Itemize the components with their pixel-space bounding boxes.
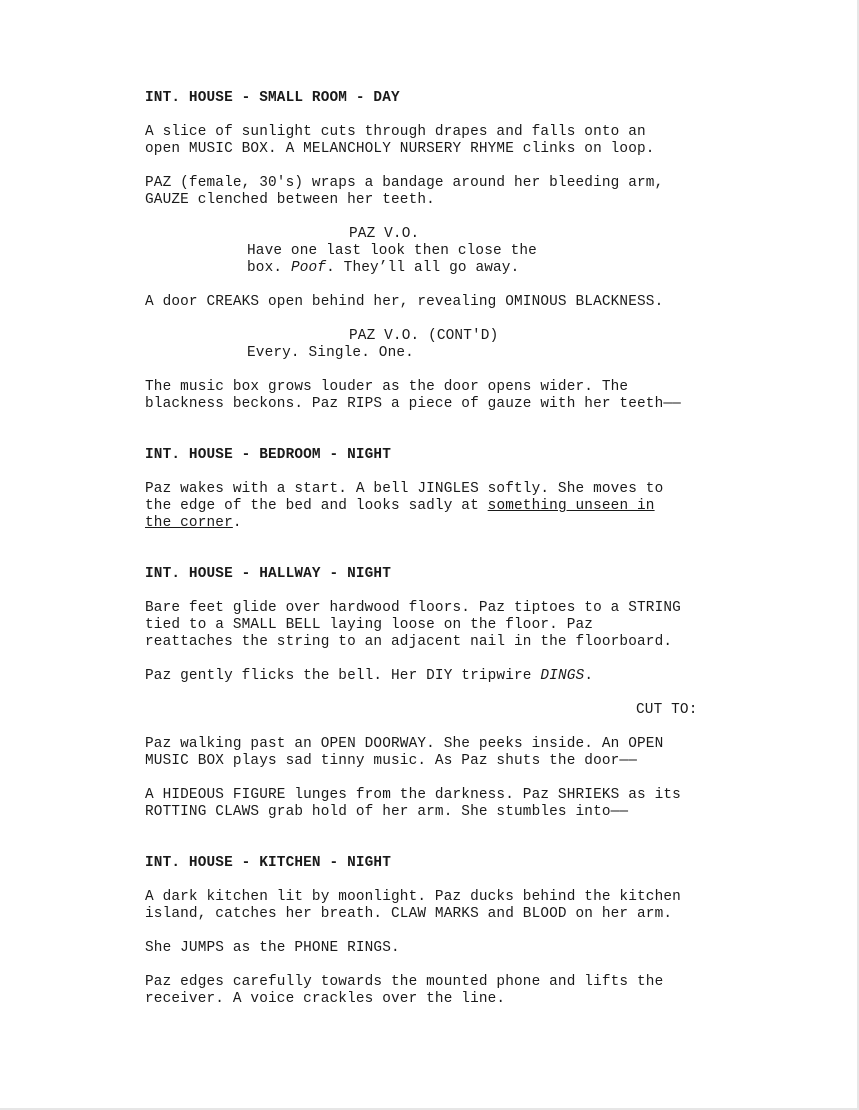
dialogue-text: . They’ll all go away. <box>326 260 520 276</box>
screenplay-body <box>145 90 785 1008</box>
character-cue: PAZ V.O. (CONT'D) <box>349 328 499 344</box>
action-line: Bare feet glide over hardwood floors. Paz tiptoes to a STRING tied to a SMALL BELL laying loose on the floor. Paz reattaches the string to an adjacent nail in the floorboard. <box>145 600 681 650</box>
action-text: . <box>584 668 594 684</box>
action-line <box>145 668 785 685</box>
dialogue-text: box. <box>247 260 291 276</box>
scene-heading-small-room: INT. HOUSE - SMALL ROOM - DAY <box>145 90 400 106</box>
action-line <box>145 481 785 532</box>
underlined-text: something unseen in <box>487 498 655 514</box>
scene-heading-kitchen: INT. HOUSE - KITCHEN - NIGHT <box>145 855 392 871</box>
character-cue: PAZ V.O. <box>349 226 420 242</box>
dialogue-line <box>145 260 785 277</box>
underlined-text: the corner <box>145 515 233 531</box>
action-line: A HIDEOUS FIGURE lunges from the darkness. Paz SHRIEKS as its ROTTING CLAWS grab hold of her arm. She stumbles into—— <box>145 787 681 820</box>
scene-heading-hallway: INT. HOUSE - HALLWAY - NIGHT <box>145 566 392 582</box>
action-line: PAZ (female, 30's) wraps a bandage around her bleeding arm, GAUZE clenched between her teeth. <box>145 175 664 208</box>
action-text: Paz wakes with a start. A bell JINGLES softly. She moves to the edge of the bed and looks sadly at <box>145 481 664 514</box>
dialogue-line: Every. Single. One. <box>247 345 414 361</box>
scene-heading-bedroom: INT. HOUSE - BEDROOM - NIGHT <box>145 447 392 463</box>
action-line: Paz walking past an OPEN DOORWAY. She peeks inside. An OPEN MUSIC BOX plays sad tinny music. As Paz shuts the door—— <box>145 736 664 769</box>
action-italic-text: DINGS <box>540 668 585 684</box>
action-line: A door CREAKS open behind her, revealing OMINOUS BLACKNESS. <box>145 294 664 310</box>
dialogue-line: Have one last look then close the <box>247 243 537 259</box>
action-line: Paz edges carefully towards the mounted phone and lifts the receiver. A voice crackles over the line. <box>145 974 664 1007</box>
action-text: . <box>232 515 242 531</box>
action-line: She JUMPS as the PHONE RINGS. <box>145 940 400 956</box>
action-text: Paz gently flicks the bell. Her DIY tripwire <box>145 668 541 684</box>
action-line: The music box grows louder as the door opens wider. The blackness beckons. Paz RIPS a piece of gauze with her teeth—— <box>145 379 681 412</box>
action-line: A dark kitchen lit by moonlight. Paz ducks behind the kitchen island, catches her breath. CLAW MARKS and BLOOD on her arm. <box>145 889 681 922</box>
transition-cut-to: CUT TO: <box>636 702 698 718</box>
action-line: A slice of sunlight cuts through drapes and falls onto an open MUSIC BOX. A MELANCHOLY NURSERY RHYME clinks on loop. <box>145 124 655 157</box>
dialogue-italic-text: Poof <box>290 260 327 276</box>
